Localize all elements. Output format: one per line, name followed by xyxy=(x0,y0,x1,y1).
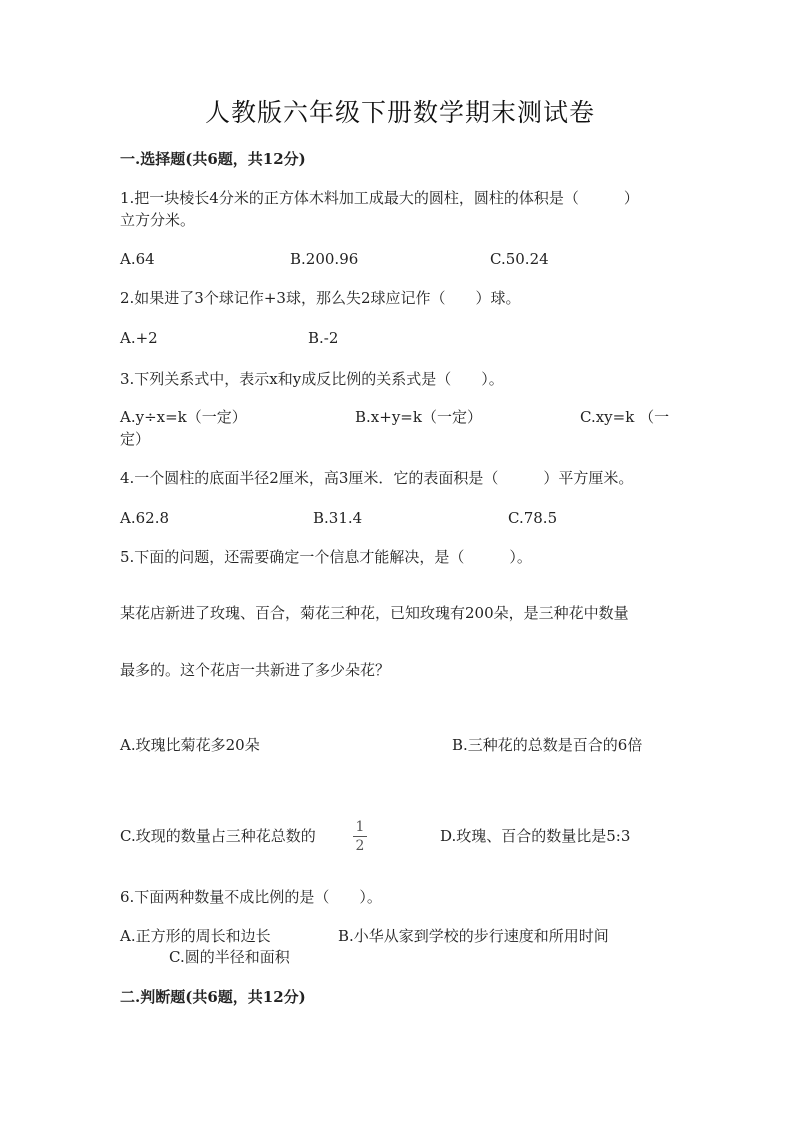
question-6-option-b: B.小华从家到学校的步行速度和所用时间 xyxy=(338,927,609,945)
question-5-passage-line-2: 最多的。这个花店一共新进了多少朵花？ xyxy=(120,661,391,679)
question-5-option-c: C.玫现的数量占三种花总数的 xyxy=(120,827,316,845)
question-5-option-d: D.玫瑰、百合的数量比是5:3 xyxy=(440,827,631,845)
question-5-stem: 5.下面的问题，还需要确定一个信息才能解决，是（ ）。 xyxy=(120,548,532,566)
fraction-denominator: 2 xyxy=(355,838,365,854)
question-4-option-a: A.62.8 xyxy=(120,509,169,527)
question-3-stem: 3.下列关系式中，表示x和y成反比例的关系式是（ ）。 xyxy=(120,370,504,388)
question-6-stem: 6.下面两种数量不成比例的是（ ）。 xyxy=(120,888,382,906)
question-4-stem: 4.一个圆柱的底面半径2厘米，高3厘米．它的表面积是（ ）平方厘米。 xyxy=(120,469,634,487)
question-2-option-a: A.+2 xyxy=(120,329,158,347)
page-title: 人教版六年级下册数学期末测试卷 xyxy=(204,98,595,127)
fraction-numerator: 1 xyxy=(355,819,365,835)
question-1-option-c: C.50.24 xyxy=(490,250,549,268)
fraction-one-half xyxy=(352,820,368,854)
question-5-option-a: A.玫瑰比菊花多20朵 xyxy=(120,736,260,754)
section-heading-choice: 一.选择题(共6题，共12分) xyxy=(120,150,306,168)
question-5-option-b: B.三种花的总数是百合的6倍 xyxy=(452,736,643,754)
question-1-stem-cont: 立方分米。 xyxy=(120,211,196,229)
fraction-bar xyxy=(353,836,367,837)
question-6-option-a: A.正方形的周长和边长 xyxy=(120,927,271,945)
question-4-option-c: C.78.5 xyxy=(508,509,558,527)
question-2-stem: 2.如果进了3个球记作+3球，那么失2球应记作（ ）球。 xyxy=(120,289,521,307)
question-3-option-c: C.xy=k （一 xyxy=(580,408,670,426)
question-1-option-a: A.64 xyxy=(120,250,155,268)
question-2-option-b: B.-2 xyxy=(308,329,339,347)
section-heading-judgement: 二.判断题(共6题，共12分) xyxy=(120,988,306,1006)
question-6-option-c: C.圆的半径和面积 xyxy=(169,948,290,966)
question-1-option-b: B.200.96 xyxy=(290,250,359,268)
question-1-stem: 1.把一块棱长4分米的正方体木料加工成最大的圆柱，圆柱的体积是（ ） xyxy=(120,189,639,207)
question-3-option-a: A.y÷x=k（一定） xyxy=(120,408,247,426)
question-3-option-b: B.x+y=k（一定） xyxy=(355,408,482,426)
question-5-passage-line-1: 某花店新进了玫瑰、百合，菊花三种花，已知玫瑰有200朵，是三种花中数量 xyxy=(120,604,629,622)
question-4-option-b: B.31.4 xyxy=(313,509,363,527)
question-3-option-c-cont: 定） xyxy=(120,430,151,448)
